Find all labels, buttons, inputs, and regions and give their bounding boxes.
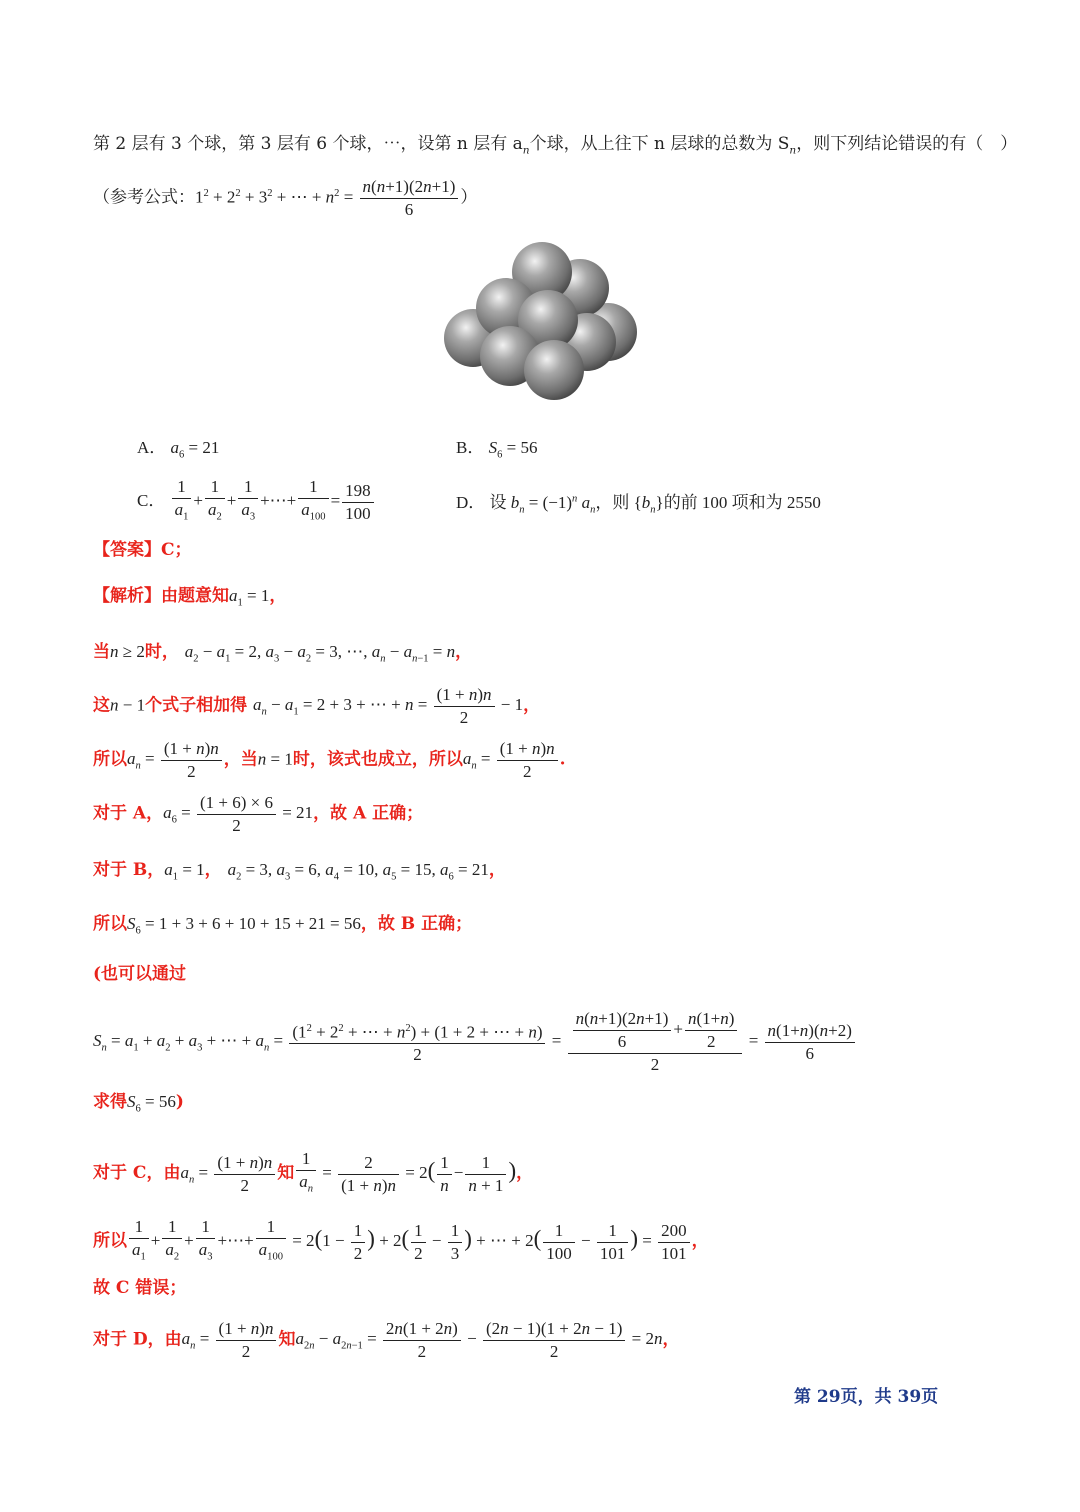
option-d: D． 设 $b_n = (-1)^n$ $a_n$，则 $\{b_n\}$的前 100 项和为 2550 xyxy=(456,493,821,516)
analysis-line-6: 对于 B，$a_1 = 1$， $a_2 = 3$, $a_3 = 6$, $a_4 = 10$, $a_5 = 15$, $a_6 = 21$， xyxy=(93,860,506,883)
analysis-line-3: 这n − 1个式子相加得 $a_n - a_1 = 2 + 3$ + ⋯ + n = $\frac{(1 + n)n}{2}$ − 1， xyxy=(93,685,541,727)
analysis-line-10: 对于 C，由$a_n$ = $\frac{(1 + n)n}{2}$ 知 $\frac{1}{a_n}$ = $\frac{2}{(1 + n)n}$ = 2( $\frac{1}{n}$ − $\frac{1}{n + 1}$ )， xyxy=(93,1149,534,1195)
sphere-pyramid-figure xyxy=(440,236,640,406)
answer-line: 【答案】C； xyxy=(93,540,192,560)
option-a: A． $a_6 = 21$ xyxy=(137,438,220,461)
analysis-line-9: 求得$S_6 = 56$) xyxy=(93,1092,184,1115)
analysis-line-12: 故 C 错误； xyxy=(93,1278,187,1298)
option-b: B． $S_6 = 56$ xyxy=(456,438,538,461)
option-c: C． $\frac{1}{a_1}$ + $\frac{1}{a_2}$ + $\frac{1}{a_3}$ +⋯+ $\frac{1}{a_{100}}$ = $\frac{198}{100}$ xyxy=(137,476,376,528)
reference-formula: （参考公式：$1^2 + 2^2 + 3^2$ + ⋯ + $n^2$ = $\frac{n(n+1)(2n+1)}{6}$ ） xyxy=(93,177,478,219)
sphere xyxy=(524,340,584,400)
analysis-line-7: 所以$S_6 = 1 + 3 + 6 + 10 + 15 + 21 = 56$，故 B 正确； xyxy=(93,914,473,937)
analysis-line-4: 所以$a_n$ = $\frac{(1 + n)n}{2}$ ，当n = 1时，该式也成立，所以$a_n$ = $\frac{(1 + n)n}{2}$ . xyxy=(93,739,566,781)
problem-stem: 第 2 层有 3 个球，第 3 层有 6 个球，⋯，设第 n 层有 $a_n$个球，从上往下 n 层球的总数为 $S_n$，则下列结论错误的有（ ） xyxy=(93,134,1018,157)
analysis-line-13: 对于 D，由$a_n$ = $\frac{(1 + n)n}{2}$ 知$a_{2n} - a_{2n-1}$ = $\frac{2n(1 + 2n)}{2}$ − $\frac{(2n - 1)(1 + 2n - 1)}{2}$ = 2n， xyxy=(93,1319,680,1361)
analysis-sum-formula: $S_n = a_1 + a_2 + a_3$ + ⋯ + $a_n$ = $\frac{(1^2 + 2^2 + \cdots + n^2) + (1 + 2 + \cdots + n)}{2}$ = $\frac{n(n+1)(2n+1)}{6}$ + $\frac{n(1+n)}{2}$ 2 = $\frac{n(1+n)(n+2)}{6}$ xyxy=(93,1008,857,1076)
analysis-line-8: (也可以通过 xyxy=(93,964,187,984)
analysis-line-2: 当n ≥ 2时， $a_2 - a_1 = 2$, $a_3 - a_2 = 3$, ⋯, $a_n - a_{n-1} = n$， xyxy=(93,642,473,665)
analysis-line-1: 【解析】由题意知$a_1 = 1$， xyxy=(93,586,287,609)
page-footer: 第 29页，共 39页 xyxy=(794,1387,939,1407)
analysis-line-5: 对于 A，$a_6$ = $\frac{(1 + 6) \times 6}{2}$ = 21，故 A 正确； xyxy=(93,793,424,835)
analysis-line-11: 所以 $\frac{1}{a_1}$ + $\frac{1}{a_2}$ + $\frac{1}{a_3}$ +⋯+ $\frac{1}{a_{100}}$ = 2(1 − $\frac{1}{2}$ ) + 2( $\frac{1}{2}$ − $\frac{1}{3}$ ) + ⋯ + 2( $\frac{1}{100}$ − $\frac{1}{101}$ ) = $\frac{200}{101}$ ， xyxy=(93,1217,709,1263)
